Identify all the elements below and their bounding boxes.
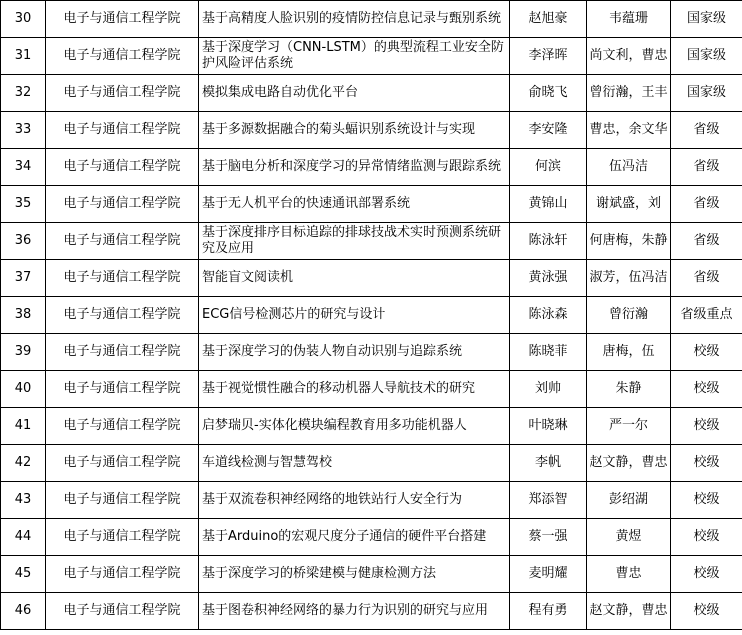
project-leader: 陈泳轩 — [510, 223, 587, 260]
college-name: 电子与通信工程学院 — [46, 519, 199, 556]
project-title: 基于深度学习的伪装人物自动识别与追踪系统 — [199, 334, 510, 371]
project-level: 省级 — [671, 149, 742, 186]
table-row — [1, 1, 742, 38]
project-leader: 俞晓飞 — [510, 75, 587, 112]
project-title: 启梦瑞贝-实体化模块编程教育用多功能机器人 — [199, 408, 510, 445]
project-title: 模拟集成电路自动优化平台 — [199, 75, 510, 112]
project-level: 校级 — [671, 408, 742, 445]
project-leader: 郑添智 — [510, 482, 587, 519]
project-level: 校级 — [671, 556, 742, 593]
project-level: 校级 — [671, 482, 742, 519]
project-level: 校级 — [671, 371, 742, 408]
table-row — [1, 445, 742, 482]
row-number: 31 — [1, 38, 46, 75]
project-leader: 李帆 — [510, 445, 587, 482]
advisor-names: 严一尔 — [587, 408, 671, 445]
project-leader: 黄泳强 — [510, 260, 587, 297]
project-title: 车道线检测与智慧驾校 — [199, 445, 510, 482]
table-row — [1, 334, 742, 371]
row-number: 43 — [1, 482, 46, 519]
table-row — [1, 297, 742, 334]
project-title: 基于Arduino的宏观尺度分子通信的硬件平台搭建 — [199, 519, 510, 556]
project-title: ECG信号检测芯片的研究与设计 — [199, 297, 510, 334]
project-leader: 程有勇 — [510, 593, 587, 630]
project-leader: 蔡一强 — [510, 519, 587, 556]
row-number: 41 — [1, 408, 46, 445]
table-row — [1, 38, 742, 75]
project-leader: 叶晓琳 — [510, 408, 587, 445]
table-row — [1, 223, 742, 260]
project-title: 基于图卷积神经网络的暴力行为识别的研究与应用 — [199, 593, 510, 630]
table-row — [1, 408, 742, 445]
row-number: 35 — [1, 186, 46, 223]
college-name: 电子与通信工程学院 — [46, 482, 199, 519]
advisor-names: 赵文静，曹忠 — [587, 445, 671, 482]
project-title: 基于深度排序目标追踪的排球技战术实时预测系统研究及应用 — [199, 223, 510, 260]
advisor-names: 淑芳，伍冯洁 — [587, 260, 671, 297]
project-leader: 麦明耀 — [510, 556, 587, 593]
college-name: 电子与通信工程学院 — [46, 1, 199, 38]
row-number: 37 — [1, 260, 46, 297]
advisor-names: 谢斌盛，刘 — [587, 186, 671, 223]
project-title: 基于视觉惯性融合的移动机器人导航技术的研究 — [199, 371, 510, 408]
college-name: 电子与通信工程学院 — [46, 445, 199, 482]
project-level: 校级 — [671, 519, 742, 556]
college-name: 电子与通信工程学院 — [46, 112, 199, 149]
advisor-names: 尚文利，曹忠 — [587, 38, 671, 75]
row-number: 36 — [1, 223, 46, 260]
project-level: 校级 — [671, 593, 742, 630]
advisor-names: 伍冯洁 — [587, 149, 671, 186]
table-row — [1, 149, 742, 186]
college-name: 电子与通信工程学院 — [46, 297, 199, 334]
project-level: 校级 — [671, 445, 742, 482]
table-row — [1, 260, 742, 297]
college-name: 电子与通信工程学院 — [46, 371, 199, 408]
row-number: 34 — [1, 149, 46, 186]
project-level: 国家级 — [671, 75, 742, 112]
project-level: 省级 — [671, 223, 742, 260]
row-number: 44 — [1, 519, 46, 556]
college-name: 电子与通信工程学院 — [46, 334, 199, 371]
college-name: 电子与通信工程学院 — [46, 223, 199, 260]
row-number: 38 — [1, 297, 46, 334]
college-name: 电子与通信工程学院 — [46, 75, 199, 112]
project-table-body — [1, 1, 742, 630]
advisor-names: 曾衍瀚，王丰 — [587, 75, 671, 112]
project-level: 省级重点 — [671, 297, 742, 334]
row-number: 33 — [1, 112, 46, 149]
project-title: 基于多源数据融合的菊头蝠识别系统设计与实现 — [199, 112, 510, 149]
advisor-names: 朱静 — [587, 371, 671, 408]
advisor-names: 何唐梅，朱静 — [587, 223, 671, 260]
project-leader: 黄锦山 — [510, 186, 587, 223]
project-title: 基于深度学习（CNN-LSTM）的典型流程工业安全防护风险评估系统 — [199, 38, 510, 75]
row-number: 40 — [1, 371, 46, 408]
advisor-names: 韦蕴珊 — [587, 1, 671, 38]
advisor-names: 黄煜 — [587, 519, 671, 556]
college-name: 电子与通信工程学院 — [46, 593, 199, 630]
table-row — [1, 556, 742, 593]
advisor-names: 曹忠，余文华 — [587, 112, 671, 149]
row-number: 39 — [1, 334, 46, 371]
project-title: 基于脑电分析和深度学习的异常情绪监测与跟踪系统 — [199, 149, 510, 186]
project-level: 省级 — [671, 186, 742, 223]
advisor-names: 赵文静，曹忠 — [587, 593, 671, 630]
project-level: 国家级 — [671, 38, 742, 75]
project-title: 基于高精度人脸识别的疫情防控信息记录与甄别系统 — [199, 1, 510, 38]
college-name: 电子与通信工程学院 — [46, 556, 199, 593]
row-number: 30 — [1, 1, 46, 38]
project-title: 智能盲文阅读机 — [199, 260, 510, 297]
college-name: 电子与通信工程学院 — [46, 149, 199, 186]
college-name: 电子与通信工程学院 — [46, 38, 199, 75]
project-leader: 李泽晖 — [510, 38, 587, 75]
project-title: 基于深度学习的桥梁建模与健康检测方法 — [199, 556, 510, 593]
project-leader: 刘帅 — [510, 371, 587, 408]
table-row — [1, 112, 742, 149]
table-row — [1, 371, 742, 408]
project-leader: 赵旭豪 — [510, 1, 587, 38]
table-row — [1, 186, 742, 223]
project-title: 基于双流卷积神经网络的地铁站行人安全行为 — [199, 482, 510, 519]
table-row — [1, 593, 742, 630]
project-leader: 李安隆 — [510, 112, 587, 149]
project-level: 国家级 — [671, 1, 742, 38]
advisor-names: 唐梅，伍 — [587, 334, 671, 371]
table-row — [1, 519, 742, 556]
project-leader: 陈泳森 — [510, 297, 587, 334]
advisor-names: 曾衍瀚 — [587, 297, 671, 334]
advisor-names: 彭绍湖 — [587, 482, 671, 519]
advisor-names: 曹忠 — [587, 556, 671, 593]
college-name: 电子与通信工程学院 — [46, 408, 199, 445]
project-level: 校级 — [671, 334, 742, 371]
project-level: 省级 — [671, 112, 742, 149]
college-name: 电子与通信工程学院 — [46, 186, 199, 223]
project-leader: 陈晓菲 — [510, 334, 587, 371]
row-number: 45 — [1, 556, 46, 593]
project-title: 基于无人机平台的快速通讯部署系统 — [199, 186, 510, 223]
row-number: 42 — [1, 445, 46, 482]
row-number: 46 — [1, 593, 46, 630]
table-row — [1, 482, 742, 519]
row-number: 32 — [1, 75, 46, 112]
table-row — [1, 75, 742, 112]
project-leader: 何滨 — [510, 149, 587, 186]
project-level: 省级 — [671, 260, 742, 297]
college-name: 电子与通信工程学院 — [46, 260, 199, 297]
